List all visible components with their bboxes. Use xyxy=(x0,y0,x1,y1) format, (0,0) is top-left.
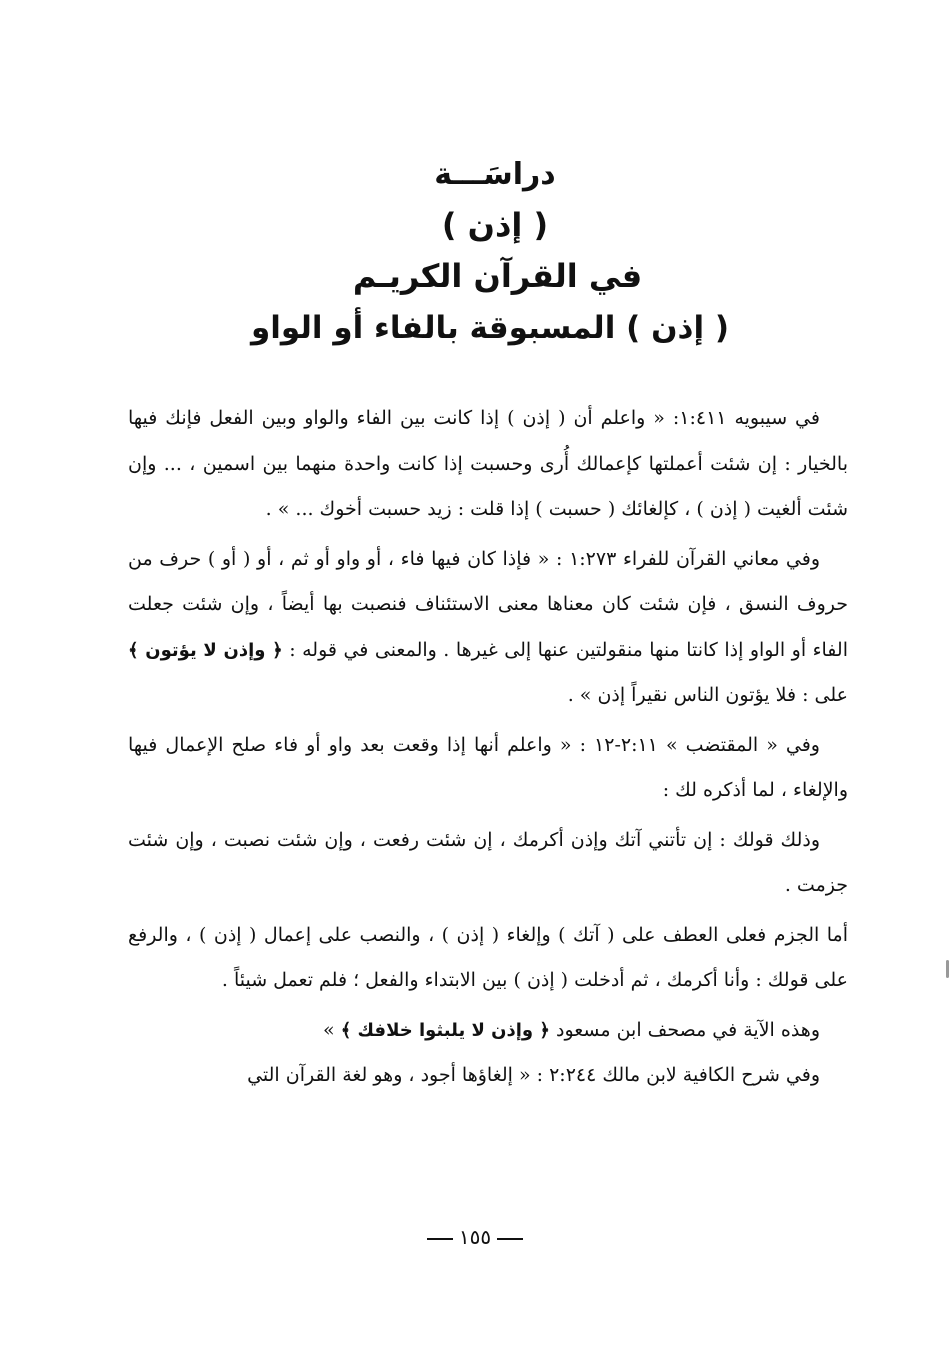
paragraph-explanation: أما الجزم فعلى العطف على ( آتك ) وإلغاء ( إذن ) ، والنصب على إعمال ( إذن ) ، والرفع على قولك : وأنا أكرمك ، ثم أدخلت ( إذن ) بين الابتداء والفعل ؛ فلم تعمل شيئاً . xyxy=(128,923,848,991)
paragraph-farra-text: وفي معاني القرآن للفراء ١:٢٧٣ : « فإذا كان فيها فاء ، أو واو أو ثم ، أو ( أو ) حرف من حروف النسق ، فإن شئت كان معناها معنى الاستئناف فنصبت بها أيضاً ، وإن شئت جعلت الفاء أو الواو إذا كانتا منها منقولتين عنها إلى غيرها . والمعنى في قوله : xyxy=(128,547,848,661)
heading-study: دراسَـــة xyxy=(434,157,556,192)
title-block xyxy=(120,150,850,354)
page-number xyxy=(375,1225,575,1249)
page-number-dash-right xyxy=(497,1238,523,1240)
page-number-value: ١٥٥ xyxy=(458,1225,492,1249)
heading-subtitle: ( إذن ) المسبوقة بالفاء أو الواو xyxy=(250,310,730,346)
scan-edge-mark xyxy=(946,960,949,978)
heading-quran: في القرآن الكريـم xyxy=(352,257,643,295)
paragraph-farra xyxy=(128,537,848,719)
body-text xyxy=(128,396,848,1099)
page-number-dash-left xyxy=(427,1238,453,1240)
paragraph-ibn-masud-text: وهذه الآية في مصحف ابن مسعود xyxy=(555,1018,820,1041)
paragraph-ibn-masud xyxy=(128,1008,848,1054)
quran-verse: ﴿ وإذن لا يؤتون ﴾ xyxy=(128,639,283,661)
quran-verse: ﴿ وإذن لا يلبثوا خلافك ﴾ xyxy=(340,1019,550,1041)
heading-idhan: ( إذن ) xyxy=(441,206,549,244)
paragraph-sibawayh: في سيبويه ١:٤١١: « واعلم أن ( إذن ) إذا كانت بين الفاء والواو وبين الفعل فإنك فيها بالخيار : إن شئت أعملتها كإعمالك أُرى وحسبت إذا كانت واحدة منهما بين اسمين ، ... وإن شئت ألغيت ( إذن ) ، كإلغائك ( حسبت ) إذا قلت : زيد حسبت أخوك ... » . xyxy=(128,407,848,520)
paragraph-ibn-malik: وفي شرح الكافية لابن مالك ٢:٢٤٤ : « إلغاؤها أجود ، وهو لغة القرآن التي xyxy=(247,1064,820,1086)
paragraph-muqtadab: وفي « المقتضب » ٢:١١-١٢ : « واعلم أنها إذا وقعت بعد واو أو فاء صلح الإعمال فيها والإلغاء ، لما أذكره لك : xyxy=(128,733,848,801)
paragraph-ibn-masud-end: » xyxy=(323,1018,335,1041)
paragraph-example: وذلك قولك : إن تأتني آتك وإذن أكرمك ، إن شئت رفعت ، وإن شئت نصبت ، وإن شئت جزمت . xyxy=(128,828,848,896)
paragraph-farra-end: على : فلا يؤتون الناس نقيراً إذن » . xyxy=(567,684,848,706)
